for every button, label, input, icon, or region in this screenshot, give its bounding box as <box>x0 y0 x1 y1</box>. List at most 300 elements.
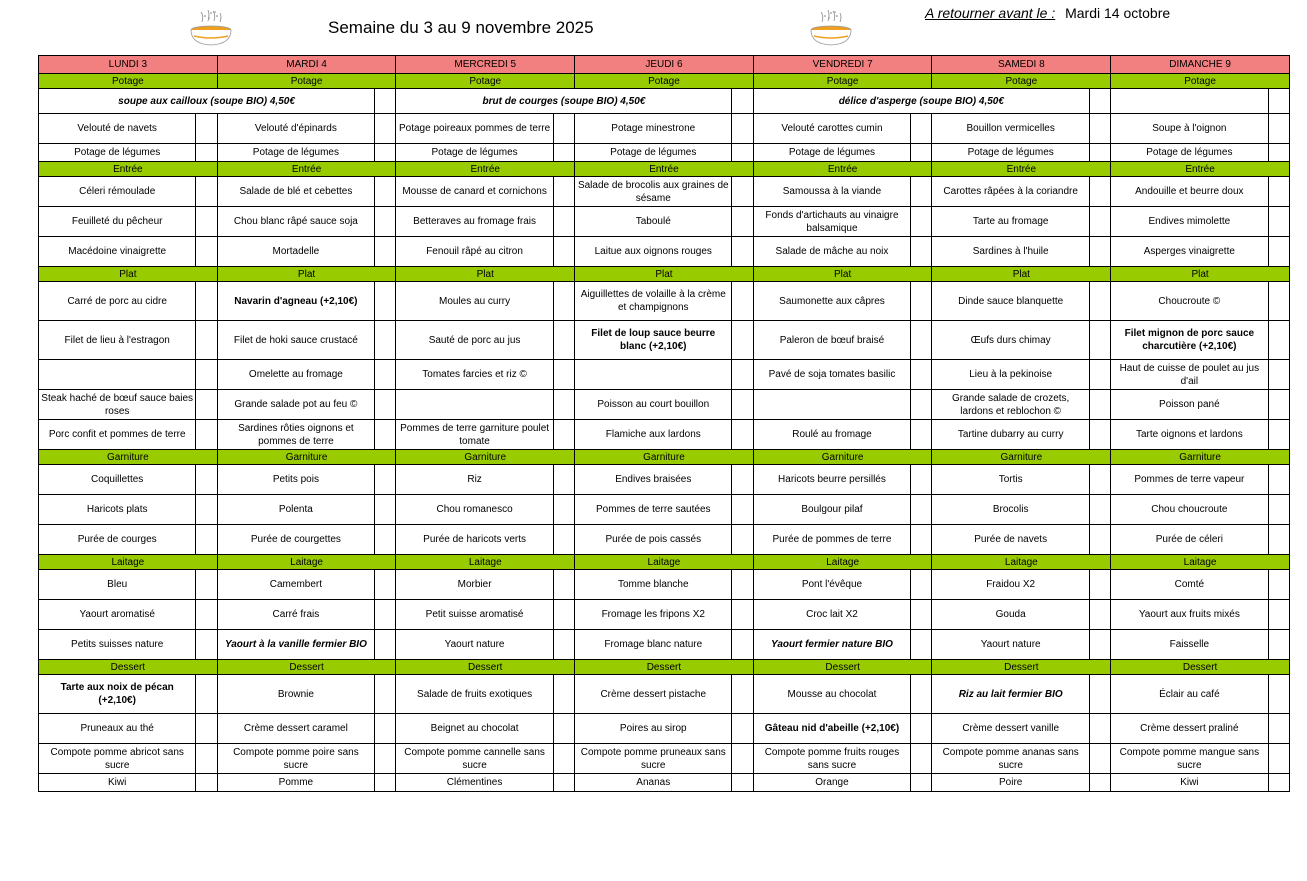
order-box[interactable] <box>1268 177 1289 207</box>
menu-item: Fromage les fripons X2 <box>575 600 732 630</box>
menu-item: Chou blanc râpé sauce soja <box>217 207 374 237</box>
menu-item: Pommes de terre sautées <box>575 495 732 525</box>
day-header: VENDREDI 7 <box>753 56 932 74</box>
order-box[interactable] <box>196 570 217 600</box>
section-row-laitage <box>39 555 1290 570</box>
menu-item: Coquillettes <box>39 465 196 495</box>
order-box[interactable] <box>911 420 932 450</box>
section-label: Potage <box>932 74 1111 89</box>
menu-item: Velouté de navets <box>39 114 196 144</box>
order-box[interactable] <box>1089 774 1110 792</box>
menu-item: Comté <box>1111 570 1268 600</box>
bio-soup: délice d'asperge (soupe BIO) 4,50€ <box>753 89 1089 114</box>
order-box[interactable] <box>1268 360 1289 390</box>
menu-item: Gouda <box>932 600 1089 630</box>
menu-item: Ananas <box>575 774 732 792</box>
order-box[interactable] <box>375 630 396 660</box>
day-header: DIMANCHE 9 <box>1111 56 1290 74</box>
order-box[interactable] <box>732 675 753 714</box>
menu-item: Bouillon vermicelles <box>932 114 1089 144</box>
order-box[interactable] <box>1089 282 1110 321</box>
order-box[interactable] <box>196 207 217 237</box>
order-box[interactable] <box>911 282 932 321</box>
menu-item: Riz au lait fermier BIO <box>932 675 1089 714</box>
order-box[interactable] <box>1089 237 1110 267</box>
order-box[interactable] <box>1268 465 1289 495</box>
menu-item: Compote pomme ananas sans sucre <box>932 744 1089 774</box>
order-box[interactable] <box>553 321 574 360</box>
order-box[interactable] <box>1268 390 1289 420</box>
menu-item: Mortadelle <box>217 237 374 267</box>
order-box[interactable] <box>732 600 753 630</box>
order-box[interactable] <box>1089 360 1110 390</box>
order-box[interactable] <box>732 144 753 162</box>
order-box[interactable] <box>196 237 217 267</box>
section-label: Garniture <box>1111 450 1290 465</box>
section-label: Potage <box>1111 74 1290 89</box>
section-label: Plat <box>575 267 754 282</box>
menu-item: Haricots beurre persillés <box>753 465 910 495</box>
menu-item: Purée de céleri <box>1111 525 1268 555</box>
menu-item: Filet de loup sauce beurre blanc (+2,10€) <box>575 321 732 360</box>
order-box[interactable] <box>375 177 396 207</box>
order-box[interactable] <box>553 237 574 267</box>
menu-item: Aiguillettes de volaille à la crème et champignons <box>575 282 732 321</box>
order-box[interactable] <box>553 144 574 162</box>
section-label: Plat <box>1111 267 1290 282</box>
menu-item: Fenouil râpé au citron <box>396 237 553 267</box>
order-box[interactable] <box>1268 321 1289 360</box>
order-box[interactable] <box>911 774 932 792</box>
menu-item: Salade de fruits exotiques <box>396 675 553 714</box>
section-label: Potage <box>575 74 754 89</box>
menu-item: Compote pomme pruneaux sans sucre <box>575 744 732 774</box>
menu-item: Flamiche aux lardons <box>575 420 732 450</box>
order-box[interactable] <box>1089 744 1110 774</box>
menu-item: Haricots plats <box>39 495 196 525</box>
menu-item: Filet de hoki sauce crustacé <box>217 321 374 360</box>
order-box[interactable] <box>732 282 753 321</box>
order-box[interactable] <box>196 630 217 660</box>
order-box[interactable] <box>196 600 217 630</box>
menu-item <box>575 360 732 390</box>
order-box[interactable] <box>732 774 753 792</box>
day-header: MERCREDI 5 <box>396 56 575 74</box>
order-box[interactable] <box>1089 600 1110 630</box>
bio-soup: soupe aux cailloux (soupe BIO) 4,50€ <box>39 89 375 114</box>
order-box[interactable] <box>1268 744 1289 774</box>
menu-row <box>39 177 1290 207</box>
menu-item: Asperges vinaigrette <box>1111 237 1268 267</box>
order-box[interactable] <box>732 570 753 600</box>
menu-row <box>39 714 1290 744</box>
menu-item: Camembert <box>217 570 374 600</box>
section-label: Laitage <box>1111 555 1290 570</box>
section-label: Garniture <box>753 450 932 465</box>
order-box[interactable] <box>375 114 396 144</box>
menu-item: Salade de mâche au noix <box>753 237 910 267</box>
menu-item: Brocolis <box>932 495 1089 525</box>
order-box[interactable] <box>1268 774 1289 792</box>
soup-bowl-icon <box>188 8 234 48</box>
order-box[interactable] <box>553 495 574 525</box>
menu-row <box>39 144 1290 162</box>
order-box[interactable] <box>732 207 753 237</box>
section-label: Dessert <box>39 660 218 675</box>
order-box[interactable] <box>553 420 574 450</box>
menu-item: Gâteau nid d'abeille (+2,10€) <box>753 714 910 744</box>
menu-item: Salade de brocolis aux graines de sésame <box>575 177 732 207</box>
menu-item: Mousse de canard et cornichons <box>396 177 553 207</box>
section-label: Dessert <box>932 660 1111 675</box>
order-box[interactable] <box>911 465 932 495</box>
order-box[interactable] <box>1268 525 1289 555</box>
order-box[interactable] <box>375 360 396 390</box>
order-box[interactable] <box>1268 114 1289 144</box>
order-box[interactable] <box>732 630 753 660</box>
order-box[interactable] <box>553 714 574 744</box>
section-label: Laitage <box>753 555 932 570</box>
order-box[interactable] <box>1089 714 1110 744</box>
bio-soup: brut de courges (soupe BIO) 4,50€ <box>396 89 732 114</box>
menu-item: Petit suisse aromatisé <box>396 600 553 630</box>
menu-item: Potage de légumes <box>932 144 1089 162</box>
order-box[interactable] <box>911 237 932 267</box>
order-box[interactable] <box>196 774 217 792</box>
menu-row <box>39 774 1290 792</box>
section-label: Dessert <box>396 660 575 675</box>
deadline-value: Mardi 14 octobre <box>1065 5 1171 21</box>
order-box[interactable] <box>911 144 932 162</box>
order-box[interactable] <box>911 600 932 630</box>
menu-item: Steak haché de bœuf sauce baies roses <box>39 390 196 420</box>
menu-item: Poire <box>932 774 1089 792</box>
order-box[interactable] <box>1089 465 1110 495</box>
order-box[interactable] <box>553 114 574 144</box>
order-box[interactable] <box>1268 282 1289 321</box>
menu-item <box>753 390 910 420</box>
deadline-label: A retourner avant le : <box>925 5 1056 21</box>
menu-item: Grande salade de crozets, lardons et reblochon © <box>932 390 1089 420</box>
order-box[interactable] <box>911 495 932 525</box>
menu-item: Éclair au café <box>1111 675 1268 714</box>
order-box[interactable] <box>1268 144 1289 162</box>
order-box[interactable] <box>196 390 217 420</box>
order-box[interactable] <box>375 525 396 555</box>
order-box[interactable] <box>196 321 217 360</box>
order-box[interactable] <box>375 774 396 792</box>
menu-item: Carré frais <box>217 600 374 630</box>
section-label: Garniture <box>217 450 396 465</box>
order-box[interactable] <box>1089 321 1110 360</box>
menu-item: Navarin d'agneau (+2,10€) <box>217 282 374 321</box>
menu-row <box>39 570 1290 600</box>
menu-item: Andouille et beurre doux <box>1111 177 1268 207</box>
order-box[interactable] <box>196 465 217 495</box>
order-box[interactable] <box>553 525 574 555</box>
menu-item: Riz <box>396 465 553 495</box>
section-label: Laitage <box>932 555 1111 570</box>
section-label: Laitage <box>396 555 575 570</box>
order-box[interactable] <box>553 177 574 207</box>
order-box[interactable] <box>732 525 753 555</box>
order-box[interactable] <box>375 744 396 774</box>
menu-item: Tarte au fromage <box>932 207 1089 237</box>
order-box[interactable] <box>911 630 932 660</box>
menu-item: Carré de porc au cidre <box>39 282 196 321</box>
order-box[interactable] <box>375 465 396 495</box>
order-box[interactable] <box>1268 600 1289 630</box>
menu-item: Potage de légumes <box>39 144 196 162</box>
order-box[interactable] <box>375 420 396 450</box>
order-box[interactable] <box>732 360 753 390</box>
order-box[interactable] <box>732 321 753 360</box>
menu-item: Salade de blé et cebettes <box>217 177 374 207</box>
menu-item: Saumonette aux câpres <box>753 282 910 321</box>
section-label: Potage <box>396 74 575 89</box>
menu-item: Tomates farcies et riz © <box>396 360 553 390</box>
menu-item: Purée de navets <box>932 525 1089 555</box>
menu-item: Carottes râpées à la coriandre <box>932 177 1089 207</box>
menu-item: Filet mignon de porc sauce charcutière (+2,10€) <box>1111 321 1268 360</box>
bio-soup-empty <box>1111 89 1268 114</box>
order-box[interactable] <box>732 495 753 525</box>
menu-item: Purée de courgettes <box>217 525 374 555</box>
order-box[interactable] <box>1089 144 1110 162</box>
order-box[interactable] <box>375 237 396 267</box>
order-box[interactable] <box>1268 675 1289 714</box>
menu-item: Crème dessert caramel <box>217 714 374 744</box>
menu-item: Omelette au fromage <box>217 360 374 390</box>
menu-row <box>39 495 1290 525</box>
order-box[interactable] <box>375 714 396 744</box>
order-box[interactable] <box>375 675 396 714</box>
section-label: Entrée <box>217 162 396 177</box>
menu-table <box>38 55 1290 792</box>
order-box[interactable] <box>911 714 932 744</box>
order-box[interactable] <box>911 570 932 600</box>
section-label: Laitage <box>39 555 218 570</box>
order-box[interactable] <box>1268 630 1289 660</box>
menu-item: Faisselle <box>1111 630 1268 660</box>
order-box[interactable] <box>911 321 932 360</box>
section-label: Entrée <box>39 162 218 177</box>
order-box[interactable] <box>1089 495 1110 525</box>
order-box[interactable] <box>1089 89 1110 114</box>
order-box[interactable] <box>553 390 574 420</box>
section-label: Dessert <box>753 660 932 675</box>
order-box[interactable] <box>1089 420 1110 450</box>
section-label: Laitage <box>217 555 396 570</box>
menu-item: Bleu <box>39 570 196 600</box>
section-label: Plat <box>217 267 396 282</box>
order-box[interactable] <box>1089 177 1110 207</box>
order-box[interactable] <box>375 495 396 525</box>
menu-item: Yaourt nature <box>396 630 553 660</box>
menu-item: Potage poireaux pommes de terre <box>396 114 553 144</box>
order-box[interactable] <box>196 675 217 714</box>
menu-item: Dinde sauce blanquette <box>932 282 1089 321</box>
order-box[interactable] <box>196 525 217 555</box>
order-box[interactable] <box>553 570 574 600</box>
menu-item: Fonds d'artichauts au vinaigre balsamique <box>753 207 910 237</box>
order-box[interactable] <box>732 390 753 420</box>
menu-row <box>39 114 1290 144</box>
menu-item: Porc confit et pommes de terre <box>39 420 196 450</box>
order-box[interactable] <box>1268 420 1289 450</box>
order-box[interactable] <box>732 89 753 114</box>
order-box[interactable] <box>911 390 932 420</box>
menu-item: Yaourt nature <box>932 630 1089 660</box>
menu-item: Moules au curry <box>396 282 553 321</box>
menu-item: Céleri rémoulade <box>39 177 196 207</box>
order-box[interactable] <box>1268 237 1289 267</box>
order-box[interactable] <box>196 744 217 774</box>
menu-item: Crème dessert vanille <box>932 714 1089 744</box>
order-box[interactable] <box>196 360 217 390</box>
menu-item: Fraidou X2 <box>932 570 1089 600</box>
order-box[interactable] <box>375 282 396 321</box>
order-box[interactable] <box>196 144 217 162</box>
page-title: Semaine du 3 au 9 novembre 2025 <box>328 18 594 37</box>
section-label: Garniture <box>39 450 218 465</box>
section-row-plat <box>39 267 1290 282</box>
section-label: Potage <box>753 74 932 89</box>
menu-item: Roulé au fromage <box>753 420 910 450</box>
order-box[interactable] <box>1268 714 1289 744</box>
order-box[interactable] <box>1089 114 1110 144</box>
menu-item: Polenta <box>217 495 374 525</box>
menu-item: Choucroute © <box>1111 282 1268 321</box>
order-box[interactable] <box>553 675 574 714</box>
menu-item: Beignet au chocolat <box>396 714 553 744</box>
order-box[interactable] <box>1089 525 1110 555</box>
order-box[interactable] <box>553 465 574 495</box>
order-box[interactable] <box>375 600 396 630</box>
section-label: Potage <box>39 74 218 89</box>
order-box[interactable] <box>196 420 217 450</box>
order-box[interactable] <box>732 714 753 744</box>
menu-item: Purée de pommes de terre <box>753 525 910 555</box>
menu-row <box>39 390 1290 420</box>
menu-item: Yaourt à la vanille fermier BIO <box>217 630 374 660</box>
order-box[interactable] <box>911 744 932 774</box>
menu-item: Endives mimolette <box>1111 207 1268 237</box>
menu-item: Paleron de bœuf braisé <box>753 321 910 360</box>
menu-item: Clémentines <box>396 774 553 792</box>
order-box[interactable] <box>911 360 932 390</box>
order-box[interactable] <box>375 89 396 114</box>
menu-item: Croc lait X2 <box>753 600 910 630</box>
order-box[interactable] <box>375 207 396 237</box>
menu-item <box>396 390 553 420</box>
menu-item: Betteraves au fromage frais <box>396 207 553 237</box>
order-box[interactable] <box>196 495 217 525</box>
section-row-entree <box>39 162 1290 177</box>
order-box[interactable] <box>911 675 932 714</box>
order-box[interactable] <box>375 570 396 600</box>
order-box[interactable] <box>553 282 574 321</box>
menu-item: Orange <box>753 774 910 792</box>
order-box[interactable] <box>732 114 753 144</box>
order-box[interactable] <box>553 360 574 390</box>
order-box[interactable] <box>911 114 932 144</box>
order-box[interactable] <box>196 177 217 207</box>
menu-item: Haut de cuisse de poulet au jus d'ail <box>1111 360 1268 390</box>
section-label: Plat <box>932 267 1111 282</box>
order-box[interactable] <box>196 714 217 744</box>
order-box[interactable] <box>911 207 932 237</box>
menu-row <box>39 360 1290 390</box>
order-box[interactable] <box>375 390 396 420</box>
order-box[interactable] <box>196 114 217 144</box>
menu-row <box>39 465 1290 495</box>
order-box[interactable] <box>1089 207 1110 237</box>
section-label: Entrée <box>753 162 932 177</box>
menu-item: Chou choucroute <box>1111 495 1268 525</box>
menu-item: Endives braisées <box>575 465 732 495</box>
menu-item: Tarte oignons et lardons <box>1111 420 1268 450</box>
order-box[interactable] <box>1268 495 1289 525</box>
section-label: Dessert <box>575 660 754 675</box>
section-label: Entrée <box>575 162 754 177</box>
order-box[interactable] <box>375 144 396 162</box>
section-row-garniture <box>39 450 1290 465</box>
menu-item: Boulgour pilaf <box>753 495 910 525</box>
order-box[interactable] <box>732 420 753 450</box>
menu-item: Purée de courges <box>39 525 196 555</box>
order-box[interactable] <box>732 465 753 495</box>
menu-item: Yaourt aromatisé <box>39 600 196 630</box>
bio-soup-row <box>39 89 1290 114</box>
order-box[interactable] <box>1089 675 1110 714</box>
order-box[interactable] <box>1268 207 1289 237</box>
order-box[interactable] <box>553 774 574 792</box>
order-box[interactable] <box>911 525 932 555</box>
menu-row <box>39 237 1290 267</box>
order-box[interactable] <box>732 177 753 207</box>
menu-row <box>39 600 1290 630</box>
section-row-dessert <box>39 660 1290 675</box>
order-box[interactable] <box>732 237 753 267</box>
section-row-potage <box>39 74 1290 89</box>
order-box[interactable] <box>732 744 753 774</box>
order-box[interactable] <box>1268 89 1289 114</box>
order-box[interactable] <box>553 744 574 774</box>
menu-item: Petits pois <box>217 465 374 495</box>
order-box[interactable] <box>911 177 932 207</box>
deadline <box>925 5 1170 21</box>
menu-item: Taboulé <box>575 207 732 237</box>
order-box[interactable] <box>553 207 574 237</box>
order-box[interactable] <box>1089 390 1110 420</box>
menu-row <box>39 675 1290 714</box>
menu-item: Filet de lieu à l'estragon <box>39 321 196 360</box>
menu-item: Pomme <box>217 774 374 792</box>
menu-item: Fromage blanc nature <box>575 630 732 660</box>
order-box[interactable] <box>375 321 396 360</box>
order-box[interactable] <box>553 630 574 660</box>
menu-item: Sardines rôties oignons et pommes de terre <box>217 420 374 450</box>
menu-item: Pont l'évêque <box>753 570 910 600</box>
menu-item: Tomme blanche <box>575 570 732 600</box>
order-box[interactable] <box>1268 570 1289 600</box>
order-box[interactable] <box>1089 570 1110 600</box>
order-box[interactable] <box>553 600 574 630</box>
menu-item: Velouté d'épinards <box>217 114 374 144</box>
order-box[interactable] <box>1089 630 1110 660</box>
order-box[interactable] <box>196 282 217 321</box>
